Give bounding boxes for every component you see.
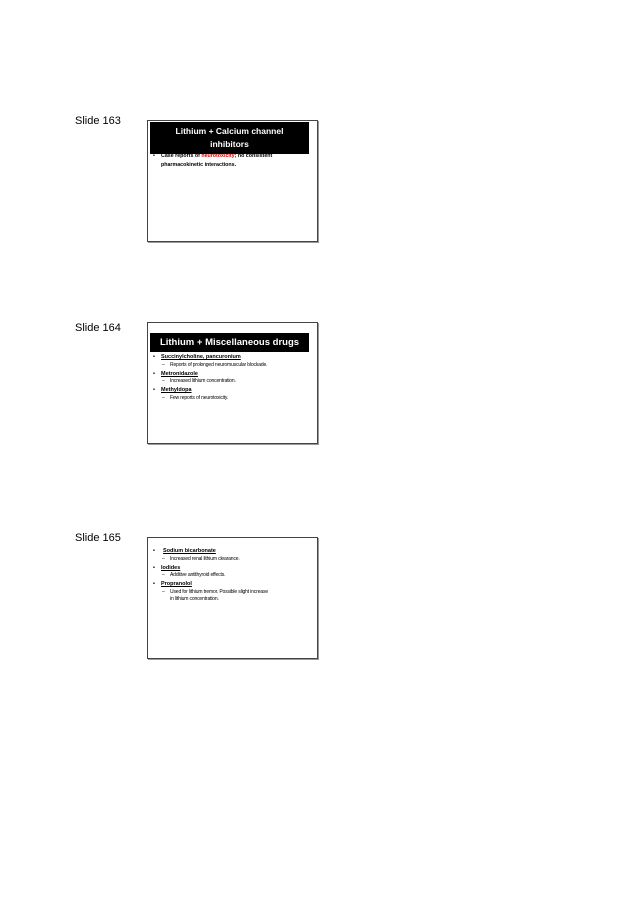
slide-163-body-line2: pharmacokinetic interactions. bbox=[161, 162, 237, 168]
slide-165-label: Slide 165 bbox=[75, 532, 121, 544]
slide-163-title-line2: inhibitors bbox=[210, 139, 249, 149]
slide-163-body-prefix: Case reports of bbox=[161, 153, 202, 159]
slide-163-bullet bbox=[153, 152, 311, 170]
slide-165-bullets bbox=[153, 548, 311, 603]
slide-165-item-detail: – Used for lithium tremor. Possible slight increase in lithium concentration. bbox=[162, 588, 268, 602]
slide-163-body-suffix: ; no consistent bbox=[234, 153, 273, 159]
slide-163-label: Slide 163 bbox=[75, 115, 121, 127]
slide-163-body-highlight: neurotoxicity bbox=[201, 153, 235, 159]
slide-164-item-heading: • Succinylcholine, pancuronium bbox=[153, 354, 311, 362]
slide-164-item-detail: – Few reports of neurotoxicity. bbox=[162, 394, 229, 401]
slide-164-label: Slide 164 bbox=[75, 322, 121, 334]
slide-164-item-detail: – Reports of prolonged neuromuscular blockade. bbox=[162, 361, 268, 368]
slide-164-bullets bbox=[153, 354, 311, 402]
slide-163-bullets bbox=[153, 152, 311, 170]
slide-165-item-heading: • Iodides bbox=[153, 565, 311, 573]
slide-164-title-bar: Lithium + Miscellaneous drugs bbox=[150, 333, 309, 352]
slide-165-item-detail: – Increased renal lithium clearance. bbox=[162, 555, 240, 562]
slide-165-item-heading: • Sodium bicarbonate bbox=[153, 548, 311, 556]
slide-165-frame bbox=[147, 537, 318, 659]
slide-163-title-line1: Lithium + Calcium channel bbox=[175, 126, 284, 136]
slide-165-item-detail: – Additive antithyroid effects. bbox=[162, 572, 226, 578]
slide-164-item-detail: – Increased lithium concentration. bbox=[162, 378, 236, 384]
slide-164-item-heading: • Metronidazole bbox=[153, 371, 311, 379]
slide-163-title-bar bbox=[150, 122, 309, 154]
slide-163-frame bbox=[147, 120, 318, 242]
slide-164-item-heading: • Methyldopa bbox=[153, 387, 311, 395]
slide-164-frame bbox=[147, 322, 318, 444]
slide-165-item-heading: • Propranolol bbox=[153, 581, 311, 589]
